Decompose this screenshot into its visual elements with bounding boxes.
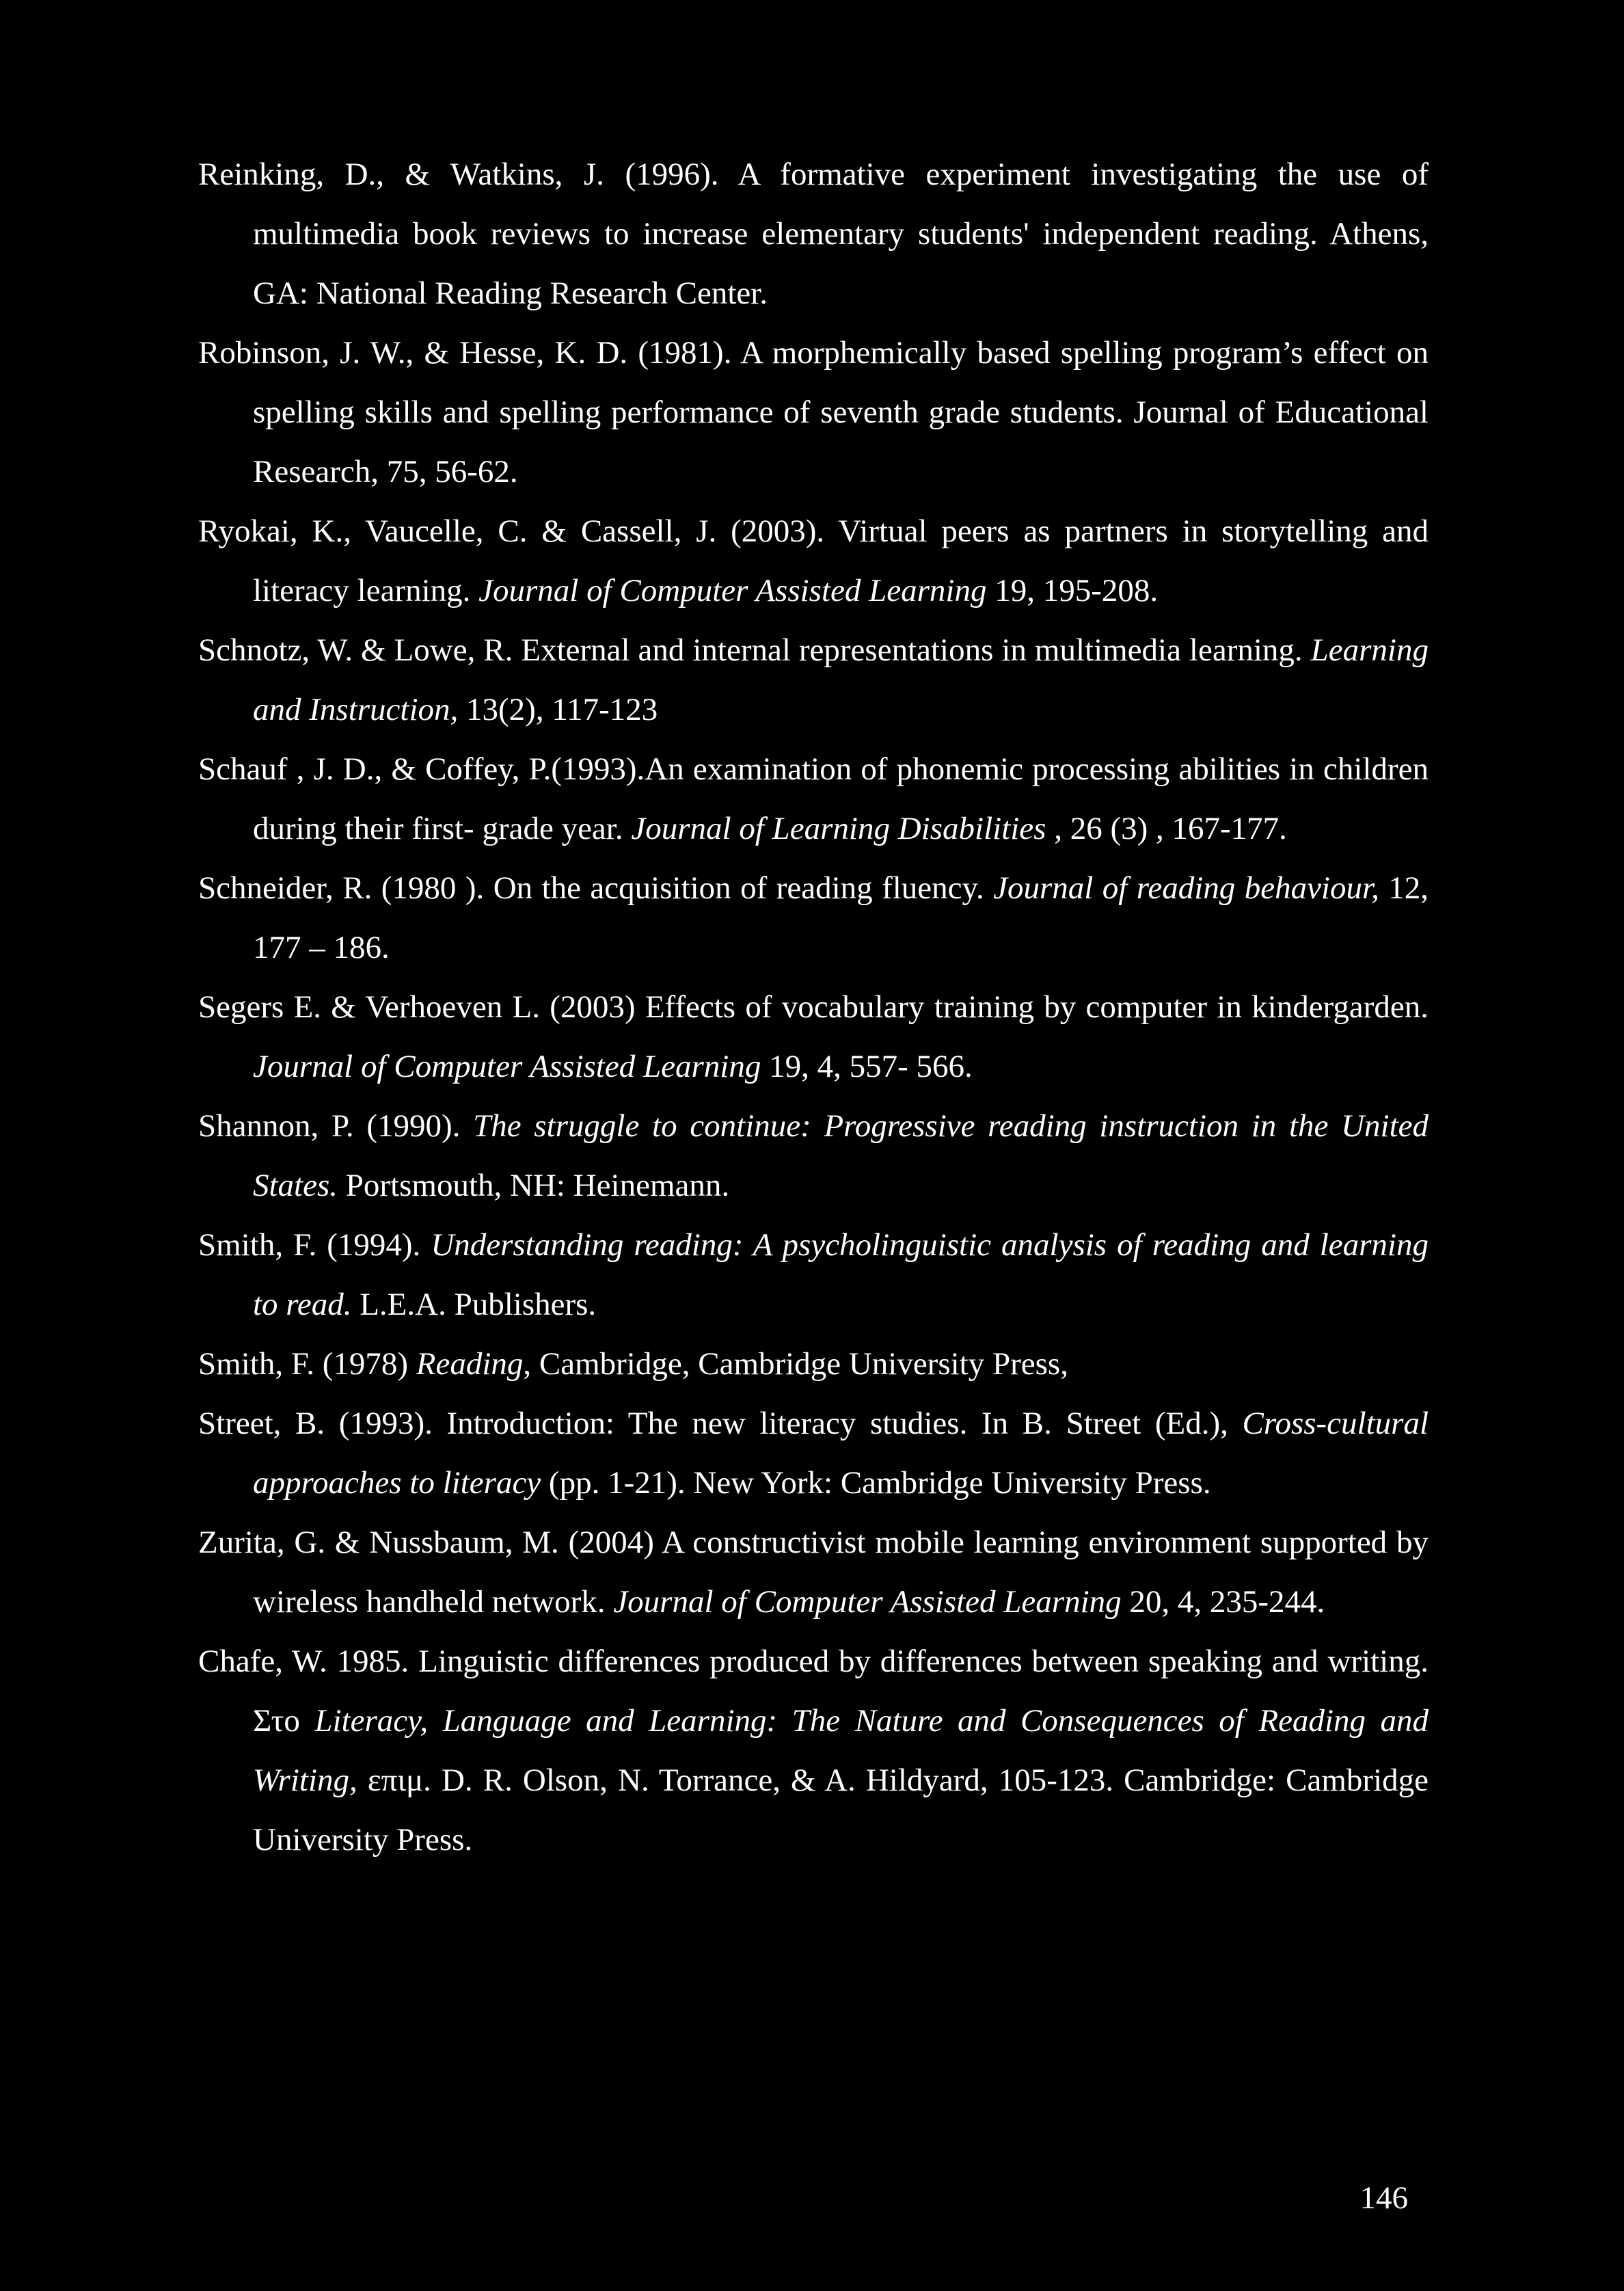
reference-text: Chafe, W. 1985. Linguistic differences produced by differences between speaking and writing. Στο — [198, 1644, 1429, 1739]
reference-text: 19, 4, 557- 566. — [761, 1049, 973, 1084]
reference-title-italic: Learning and Instruction, — [253, 632, 1429, 727]
reference-entry — [198, 1097, 1429, 1216]
reference-entry — [198, 502, 1429, 621]
reference-text: Portsmouth, NH: Heinemann. — [338, 1168, 730, 1203]
reference-text: Ryokai, K., Vaucelle, C. & Cassell, J. (2003). Virtual peers as partners in storytelling and literacy learning. — [198, 513, 1429, 608]
reference-text: L.E.A. Publishers. — [351, 1287, 597, 1322]
reference-text: Reinking, D., & Watkins, J. (1996). A formative experiment investigating the use of multimedia book reviews to increase elementary students' independent reading. Athens, GA: National Reading Research Center. — [198, 157, 1429, 311]
reference-title-italic: The struggle to continue: Progressive reading instruction in the United States. — [253, 1108, 1429, 1203]
reference-text: , 26 (3) , 167-177. — [1046, 811, 1287, 846]
reference-text: 20, 4, 235-244. — [1121, 1584, 1325, 1620]
reference-title-italic: Reading — [416, 1346, 524, 1382]
reference-text: Zurita, G. & Nussbaum, M. (2004) A constructivist mobile learning environment supported by wireless handheld network. — [198, 1525, 1429, 1620]
reference-entry — [198, 859, 1429, 978]
reference-text: 12, 177 – 186. — [253, 870, 1429, 965]
reference-text: Smith, F. (1994). — [198, 1227, 431, 1263]
reference-text: , Cambridge, Cambridge University Press, — [523, 1346, 1068, 1382]
reference-text: Robinson, J. W., & Hesse, K. D. (1981). A morphemically based spelling program’s effect on spelling skills and spelling performance of seventh grade students. Journal of Educational Research, 75, 56-62. — [198, 335, 1429, 490]
reference-text: (pp. 1-21). New York: Cambridge University Press. — [541, 1465, 1211, 1501]
reference-text: 13(2), 117-123 — [458, 692, 658, 727]
reference-text: Schauf , J. D., & Coffey, P.(1993).An examination of phonemic processing abilities in children during their first- grade year. — [198, 751, 1429, 846]
reference-text: Smith, F. (1978) — [198, 1346, 416, 1382]
reference-text: επιμ. D. R. Olson, N. Torrance, & A. Hildyard, 105-123. Cambridge: Cambridge University Press. — [253, 1763, 1429, 1858]
reference-entry — [198, 978, 1429, 1097]
reference-entry — [198, 323, 1429, 502]
reference-entry — [198, 145, 1429, 323]
reference-entry — [198, 740, 1429, 859]
reference-entry — [198, 1335, 1429, 1394]
reference-title-italic: Journal of reading behaviour, — [993, 870, 1379, 906]
reference-entry — [198, 1513, 1429, 1632]
reference-title-italic: Cross-cultural approaches to literacy — [253, 1406, 1429, 1501]
reference-title-italic: Journal of Computer Assisted Learning — [253, 1049, 761, 1084]
reference-entry — [198, 621, 1429, 740]
reference-title-italic: Understanding reading: A psycholinguistic analysis of reading and learning to read. — [253, 1227, 1429, 1322]
reference-text: Shannon, P. (1990). — [198, 1108, 474, 1144]
page-number: 146 — [1359, 2180, 1408, 2216]
reference-title-italic: Journal of Learning Disabilities — [631, 811, 1046, 846]
reference-title-italic: Journal of Computer Assisted Learning — [613, 1584, 1122, 1620]
reference-title-italic: Literacy, Language and Learning: The Nature and Consequences of Reading and Writing, — [253, 1703, 1429, 1798]
reference-list — [198, 145, 1429, 1870]
reference-entry — [198, 1394, 1429, 1513]
reference-title-italic: Journal of Computer Assisted Learning — [478, 573, 987, 608]
reference-text: 19, 195-208. — [986, 573, 1159, 608]
reference-entry — [198, 1216, 1429, 1335]
reference-text: Schneider, R. (1980 ). On the acquisition of reading fluency. — [198, 870, 994, 906]
reference-text: Street, B. (1993). Introduction: The new literacy studies. In B. Street (Ed.), — [198, 1406, 1243, 1441]
reference-text: Segers E. & Verhoeven L. (2003) Effects of vocabulary training by computer in kindergarden. — [198, 989, 1429, 1025]
reference-entry — [198, 1632, 1429, 1870]
reference-text: Schnotz, W. & Lowe, R. External and internal representations in multimedia learning. — [198, 632, 1311, 668]
